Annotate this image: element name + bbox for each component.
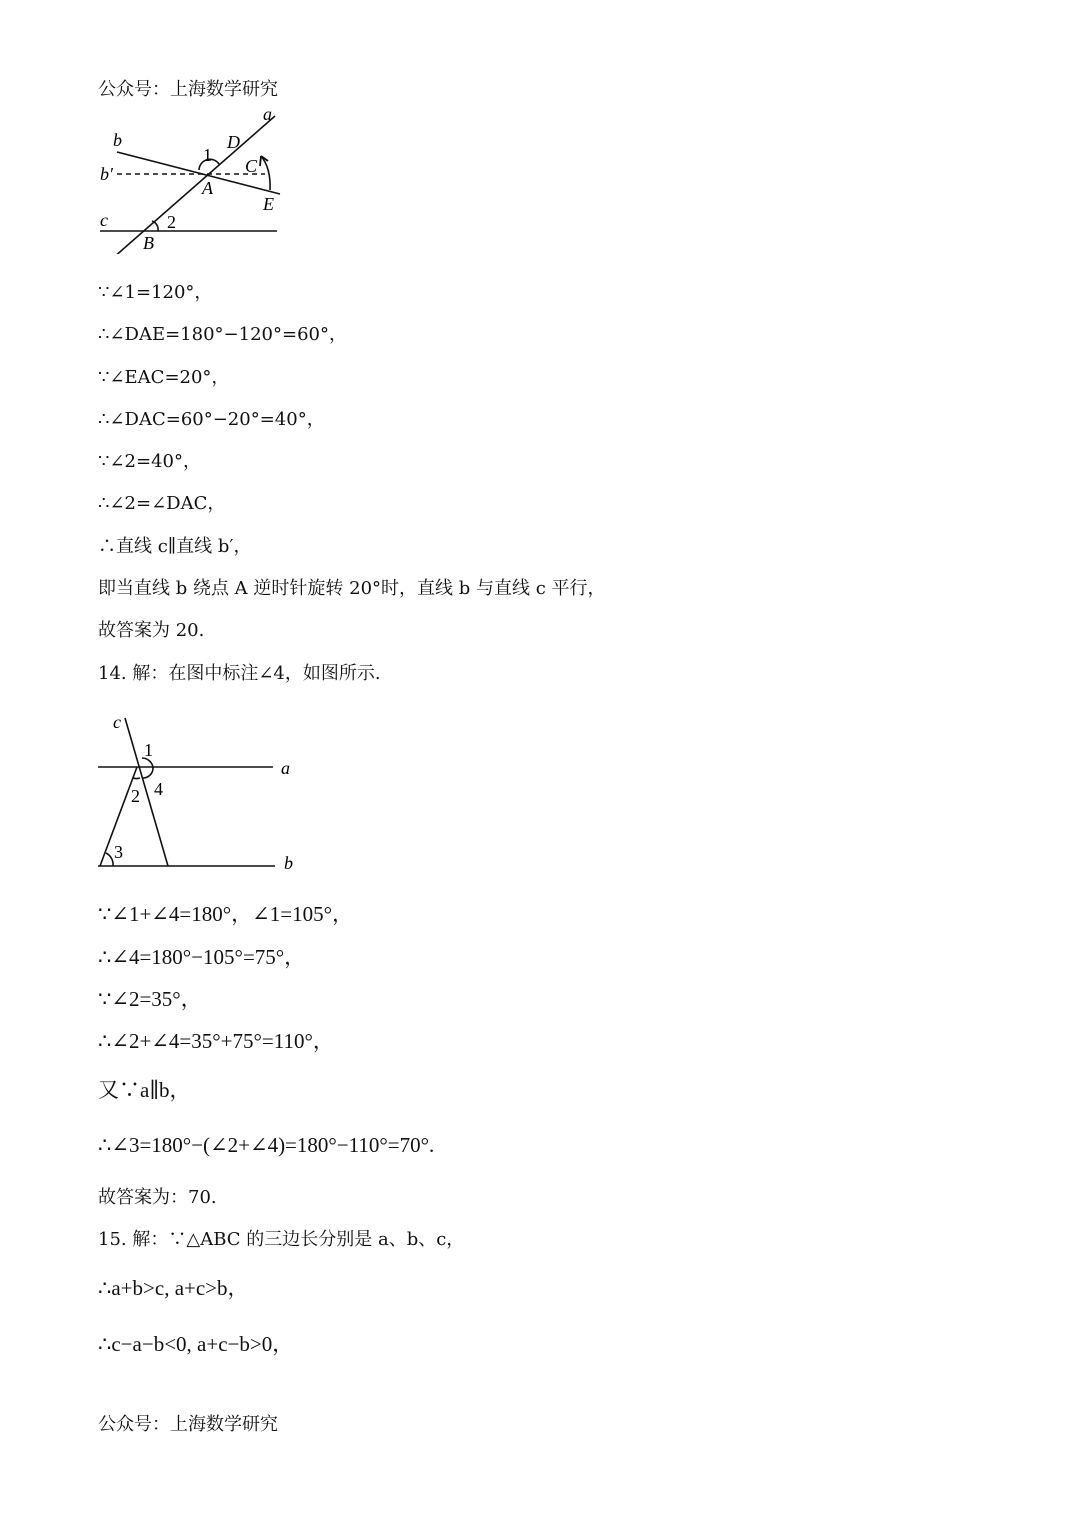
label-b-prime: b′ [100, 164, 113, 184]
label-angle-1: 1 [203, 145, 212, 165]
label-c: c [100, 210, 108, 230]
label-A: A [202, 178, 213, 198]
solution13-line-7: ∴直线 c∥直线 b′， [98, 536, 252, 557]
label-angle-4: 4 [154, 779, 163, 799]
label-a: a [281, 758, 290, 778]
solution13-line-1: ∵∠1=120°， [98, 282, 213, 303]
label-angle-2: 2 [167, 212, 176, 232]
solution13-line-3: ∵∠EAC=20°， [98, 367, 230, 388]
label-E: E [263, 194, 274, 214]
angle-1-arc [142, 758, 153, 778]
label-D: D [227, 132, 240, 152]
label-B: B [143, 233, 154, 253]
problem15-line-2: ∴a+b>c, a+c>b， [98, 1276, 249, 1300]
header-watermark: 公众号：上海数学研究 [98, 79, 278, 100]
solution14-line-6: ∴∠3=180°−(∠2+∠4)=180°−110°=70°. [98, 1133, 435, 1157]
label-b: b [284, 853, 293, 873]
problem15-line-3: ∴c−a−b<0, a+c−b>0， [98, 1332, 294, 1356]
solution13-line-2: ∴∠DAE=180°−120°=60°， [98, 324, 347, 345]
solution14-line-5: 又∵a∥b， [98, 1078, 191, 1102]
solution13-line-8: 即当直线 b 绕点 A 逆时针旋转 20°时，直线 b 与直线 c 平行， [98, 578, 606, 599]
problem14-intro: 14. 解：在图中标注∠4，如图所示. [98, 663, 381, 684]
label-C: C [245, 156, 258, 176]
label-c: c [113, 712, 121, 732]
solution13-line-9: 故答案为 20. [98, 620, 205, 641]
figure-2-diagram [95, 706, 315, 876]
angle-2-arc [133, 778, 140, 779]
label-a: a [263, 104, 272, 124]
angle-3-arc [106, 853, 113, 866]
solution14-line-2: ∴∠4=180°−105°=75°， [98, 945, 306, 969]
solution14-line-7: 故答案为：70. [98, 1187, 217, 1208]
problem15-line-1: 15. 解：∵△ABC 的三边长分别是 a、b、c， [98, 1229, 465, 1250]
label-angle-1: 1 [144, 740, 153, 760]
solution13-line-5: ∵∠2=40°， [98, 451, 201, 472]
solution13-line-6: ∴∠2=∠DAC， [98, 493, 226, 514]
solution14-line-1: ∵∠1+∠4=180°，∠1=105°， [98, 902, 353, 926]
figure-1-diagram [95, 104, 315, 254]
label-angle-3: 3 [114, 842, 123, 862]
solution13-line-4: ∴∠DAC=60°−20°=40°， [98, 409, 325, 430]
solution14-line-3: ∵∠2=35°， [98, 987, 202, 1011]
label-angle-2: 2 [131, 786, 140, 806]
label-b: b [113, 130, 122, 150]
rotation-arrow [261, 156, 270, 190]
solution14-line-4: ∴∠2+∠4=35°+75°=110°， [98, 1029, 334, 1053]
footer-watermark: 公众号：上海数学研究 [98, 1414, 278, 1435]
line-a [113, 116, 275, 254]
